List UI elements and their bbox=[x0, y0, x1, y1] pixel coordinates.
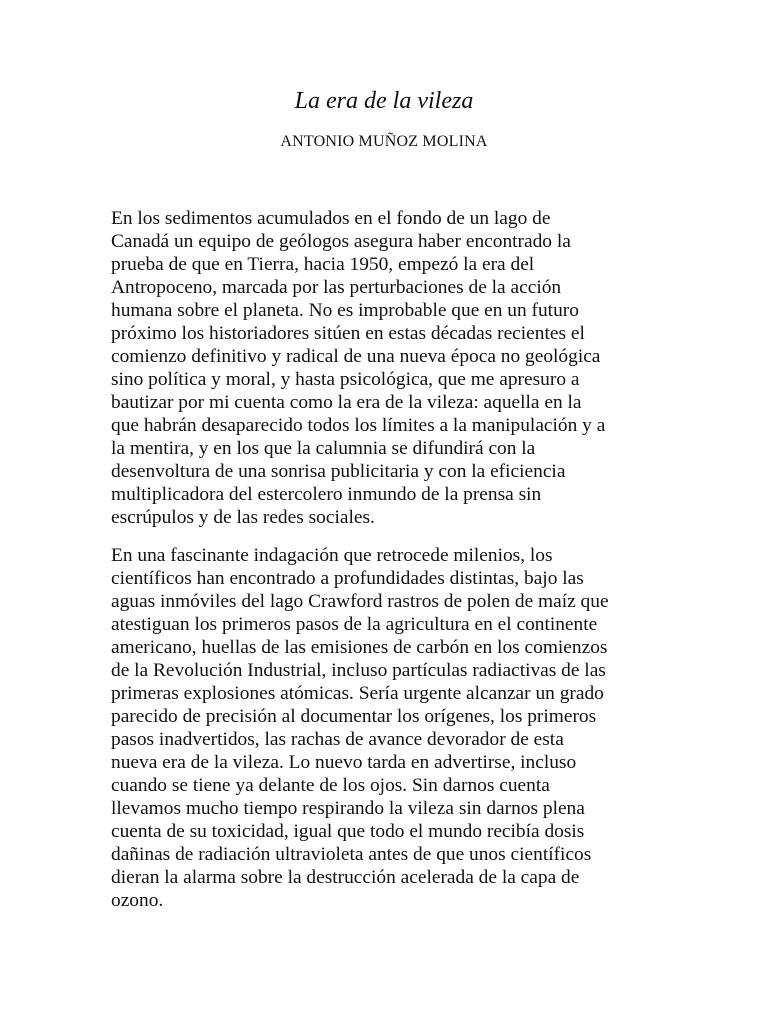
article-title: La era de la vileza bbox=[294, 88, 474, 114]
text-line: aguas inmóviles del lago Crawford rastros de polen de maíz que bbox=[111, 591, 609, 612]
text-line: En los sedimentos acumulados en el fondo de un lago de bbox=[111, 208, 551, 229]
text-line: bautizar por mi cuenta como la era de la vileza: aquella en la bbox=[111, 392, 582, 413]
text-line: desenvoltura de una sonrisa publicitaria y con la eficiencia bbox=[111, 461, 566, 482]
text-line: ozono. bbox=[111, 890, 164, 911]
text-line: americano, huellas de las emisiones de carbón en los comienzos bbox=[111, 637, 608, 658]
text-line: que habrán desaparecido todos los límites a la manipulación y a bbox=[111, 415, 606, 436]
paragraph-2 bbox=[111, 544, 671, 912]
text-line: parecido de precisión al documentar los orígenes, los primeros bbox=[111, 706, 597, 727]
text-line: científicos han encontrado a profundidades distintas, bajo las bbox=[111, 568, 584, 589]
article-author: ANTONIO MUÑOZ MOLINA bbox=[280, 133, 488, 150]
text-line: escrúpulos y de las redes sociales. bbox=[111, 507, 375, 528]
text-line: prueba de que en Tierra, hacia 1950, empezó la era del bbox=[111, 254, 535, 275]
text-line: primeras explosiones atómicas. Sería urgente alcanzar un grado bbox=[111, 683, 604, 704]
text-line: llevamos mucho tiempo respirando la vileza sin darnos plena bbox=[111, 798, 585, 819]
text-line: próximo los historiadores sitúen en estas décadas recientes el bbox=[111, 323, 585, 344]
text-line: atestiguan los primeros pasos de la agricultura en el continente bbox=[111, 614, 598, 635]
text-line: sino política y moral, y hasta psicológica, que me apresuro a bbox=[111, 369, 580, 390]
text-line: multiplicadora del estercolero inmundo de la prensa sin bbox=[111, 484, 542, 505]
text-line: de la Revolución Industrial, incluso partículas radiactivas de las bbox=[111, 660, 606, 681]
text-line: dieran la alarma sobre la destrucción acelerada de la capa de bbox=[111, 867, 580, 888]
paragraph-1 bbox=[111, 207, 671, 529]
article-body bbox=[111, 207, 671, 912]
text-line: pasos inadvertidos, las rachas de avance devorador de esta bbox=[111, 729, 564, 750]
text-line: En una fascinante indagación que retrocede milenios, los bbox=[111, 545, 553, 566]
text-line: Antropoceno, marcada por las perturbaciones de la acción bbox=[111, 277, 562, 298]
text-line: cuando se tiene ya delante de los ojos. Sin darnos cuenta bbox=[111, 775, 550, 796]
text-line: cuenta de su toxicidad, igual que todo el mundo recibía dosis bbox=[111, 821, 585, 842]
text-line: nueva era de la vileza. Lo nuevo tarda en advertirse, incluso bbox=[111, 752, 577, 773]
text-line: dañinas de radiación ultravioleta antes de que unos científicos bbox=[111, 844, 592, 865]
text-line: la mentira, y en los que la calumnia se difundirá con la bbox=[111, 438, 536, 459]
text-line: humana sobre el planeta. No es improbable que en un futuro bbox=[111, 300, 579, 321]
text-line: Canadá un equipo de geólogos asegura haber encontrado la bbox=[111, 231, 571, 252]
text-line: comienzo definitivo y radical de una nueva época no geológica bbox=[111, 346, 601, 367]
